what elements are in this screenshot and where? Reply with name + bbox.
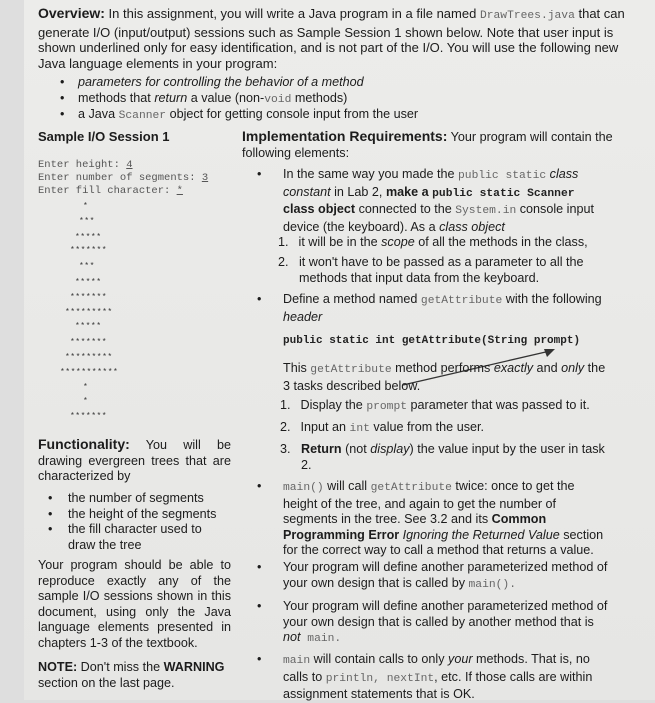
tree-row: ******* — [70, 338, 108, 347]
tree-row: *** — [79, 262, 95, 271]
tree-row: ***** — [75, 233, 102, 242]
task-item: 2. Input an int value from the user. — [280, 420, 484, 435]
filename: DrawTrees.java — [479, 10, 575, 22]
functionality-heading: Functionality: — [38, 436, 130, 452]
requirement-item: • main() will call getAttribute twice: once to get the height of the tree, and again to get the number of segments in the tree. See 3.2 and its Common Programming Error Ignoring the Returned Value section for the correct way to call a method that returns a value. — [257, 479, 604, 558]
document-page — [24, 0, 655, 700]
list-item: • parameters for controlling the behavior of a method — [60, 75, 364, 89]
user-input: * — [176, 185, 183, 197]
list-item: • the number of segments — [48, 491, 204, 505]
task-item: 3. Return (not display) the value input by the user in task 2. — [280, 442, 605, 472]
method-header-code: public static int getAttribute(String prompt) — [283, 335, 581, 347]
tree-row: ******* — [70, 293, 108, 302]
user-input: 3 — [201, 172, 209, 184]
overview-paragraph: Overview: In this assignment, you will write a Java program in a file named DrawTrees.java that can generate I/O (input/output) sessions such as Sample Session 1 shown below. Note that user input is shown underlined only for easy identification, and is not part of the I/O. You will use the following new Java language elements in your program: — [38, 5, 625, 71]
overview-heading: Overview: — [38, 5, 105, 21]
list-item: • the height of the segments — [48, 507, 217, 521]
sample-prompt-height: Enter height: 4 — [38, 159, 133, 171]
sub-item: 2. it won't have to be passed as a parameter to all the methods that input data from the keyboard. — [278, 255, 584, 285]
tree-row: ********* — [65, 353, 113, 362]
sample-prompt-segments: Enter number of segments: 3 — [38, 172, 209, 184]
reproduce-paragraph: Your program should be able to reproduce exactly any of the sample I/O sessions shown in this document, using only the Java language elements presented in chapters 1-3 of the textbook. — [38, 558, 231, 650]
tree-row: * — [83, 383, 89, 392]
list-item: • the fill character used to draw the tree — [48, 522, 202, 552]
impl-paragraph: Implementation Requirements: Your program will contain the following elements: — [242, 128, 613, 160]
note-paragraph: NOTE: Don't miss the WARNING section on the last page. — [38, 660, 225, 690]
tree-row: * — [83, 202, 89, 211]
list-item: • a Java Scanner object for getting console input from the user — [60, 107, 419, 122]
tree-row: *** — [79, 217, 95, 226]
tree-row: ***** — [75, 322, 102, 331]
task-item: 1. Display the prompt parameter that was passed to it. — [280, 398, 590, 413]
requirement-item: • Your program will define another parameterized method of your own design that is called by another method that is not main. — [257, 599, 608, 646]
functionality-paragraph: Functionality: You will be drawing evergreen trees that are characterized by — [38, 436, 231, 484]
tree-row: ******* — [70, 246, 108, 255]
requirement-item: • Your program will define another parameterized method of your own design that is called by main(). — [257, 560, 608, 591]
requirement-item: • In the same way you made the public static class constant in Lab 2, make a public static Scanner class object connected to the System.in console input device (the keyboard). As a class object — [257, 167, 594, 234]
get-attribute-desc: This getAttribute method performs exactly and only the 3 tasks described below. — [283, 361, 606, 393]
tree-row: ***** — [75, 278, 102, 287]
list-item: • methods that return a value (non-void methods) — [60, 91, 348, 106]
sample-prompt-fill: Enter fill character: * — [38, 185, 183, 197]
user-input: 4 — [126, 159, 133, 171]
impl-heading: Implementation Requirements: — [242, 128, 448, 144]
requirement-item: • Define a method named getAttribute with the following header — [257, 292, 602, 324]
sub-item: 1. it will be in the scope of all the methods in the class, — [278, 235, 588, 249]
tree-row: ********* — [65, 308, 113, 317]
tree-row: ******* — [70, 412, 108, 421]
sample-heading: Sample I/O Session 1 — [38, 129, 170, 144]
requirement-item: • main will contain calls to only your methods. That is, no calls to println, nextInt, etc. If those calls are within assignment statements that is OK. — [257, 652, 593, 702]
tree-row: *********** — [60, 368, 119, 377]
tree-row: * — [83, 397, 89, 406]
